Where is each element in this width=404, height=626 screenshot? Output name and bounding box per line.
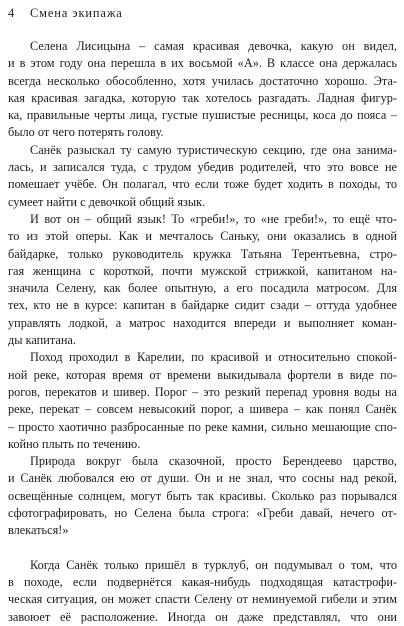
text-line: было от чего потерять голову. <box>8 125 164 140</box>
text-line: сфотографировать, но Селена была строга: «Греби давай, нечего от- <box>8 506 397 521</box>
text-line: кая красивая загадка, которую так хотелось разгадать. Ладная фигур- <box>8 90 397 105</box>
text-line: в походе, если подвернётся какая-нибудь подходящая катастрофи- <box>8 574 397 589</box>
text-line: реке, перекат – совсем невысокий порог, а шивера – как понял Санёк <box>8 402 397 417</box>
text-line: и в этом году она перешла в их восьмой «А». В классе она держалась <box>8 56 397 71</box>
text-line: тех, кто не в курсе: капитан в байдарке сидит сзади – оттуда удобнее <box>8 298 397 313</box>
text-line: и Санёк любовался ею от души. Он и не знал, что сосны над рекой, <box>8 471 397 486</box>
text-line: завоюет её расположение. Иногда он даже представлял, что они <box>8 609 397 624</box>
text-line: лась, и записался туда, с трудом убедив родителей, что это вовсе не <box>8 160 397 175</box>
text-line: то из этой оперы. Как и мечталось Саньку, они оказались в одной <box>8 229 397 244</box>
paragraph-1 <box>8 38 397 142</box>
text-line: ной реке, которая время от времени выкидывала фортели в виде по- <box>8 367 397 382</box>
page-number: 4 <box>8 6 15 20</box>
text-line: освещённые солнцем, могут быть так красивы. Сколько раз порывался <box>8 488 397 503</box>
text-line: – просто хаотично разбросанные по реке камни, сильно мешающие спо- <box>8 419 397 434</box>
text-line: И вот он – общий язык! То «греби!», то «не греби!», то ещё что- <box>30 211 397 226</box>
text-line: ческая ситуация, он может спасти Селену от неминуемой гибели и этим <box>8 592 397 607</box>
text-line: управлять лодкой, а матрос находится впереди и выполняет коман- <box>8 315 397 330</box>
paragraph-6 <box>8 557 397 626</box>
section-break <box>8 540 397 557</box>
body-text <box>8 38 397 626</box>
text-line: ка, правильные черты лица, густые пушистые ресницы, коса до пояса – <box>8 108 397 123</box>
text-line: значила Селену, как более опытную, а его посадила матросом. Для <box>8 281 397 296</box>
text-line: помешает учёбе. Он полагал, что если тоже будет ходить в походы, то <box>8 177 397 192</box>
text-line: Санёк разыскал ту самую туристическую секцию, где она занима- <box>30 142 397 157</box>
text-line: Природа вокруг была сказочной, просто Берендеево царство, <box>30 454 397 469</box>
paragraph-3 <box>8 211 397 349</box>
running-title: Смена экипажа <box>30 6 123 20</box>
text-line: сумеет найти с девочкой общий язык. <box>8 194 206 209</box>
paragraph-5 <box>8 453 397 539</box>
paragraph-2 <box>8 142 397 211</box>
running-head <box>8 5 398 21</box>
text-line: Когда Санёк только пришёл в турклуб, он подумывал о том, что <box>30 557 397 572</box>
text-line: байдарке, только руководитель кружка Татьяна Терентьевна, стро- <box>8 246 397 261</box>
text-line: рогов, перекатов и шивер. Порог – это резкий перепад уровня воды на <box>8 384 397 399</box>
text-line: койно плыть по течению. <box>8 436 141 451</box>
text-line: влекаться!» <box>8 523 69 538</box>
text-line: всегда несколько обособленно, хотя училась достаточно хорошо. Эта- <box>8 73 397 88</box>
text-line: гая женщина с короткой, почти мужской стрижкой, капитаном на- <box>8 263 397 278</box>
text-line: ды капитана. <box>8 333 76 348</box>
text-line: Поход проходил в Карелии, по красивой и относительно спокой- <box>30 350 397 365</box>
paragraph-4 <box>8 349 397 453</box>
text-line: Селена Лисицына – самая красивая девочка, какую он видел, <box>30 39 397 53</box>
